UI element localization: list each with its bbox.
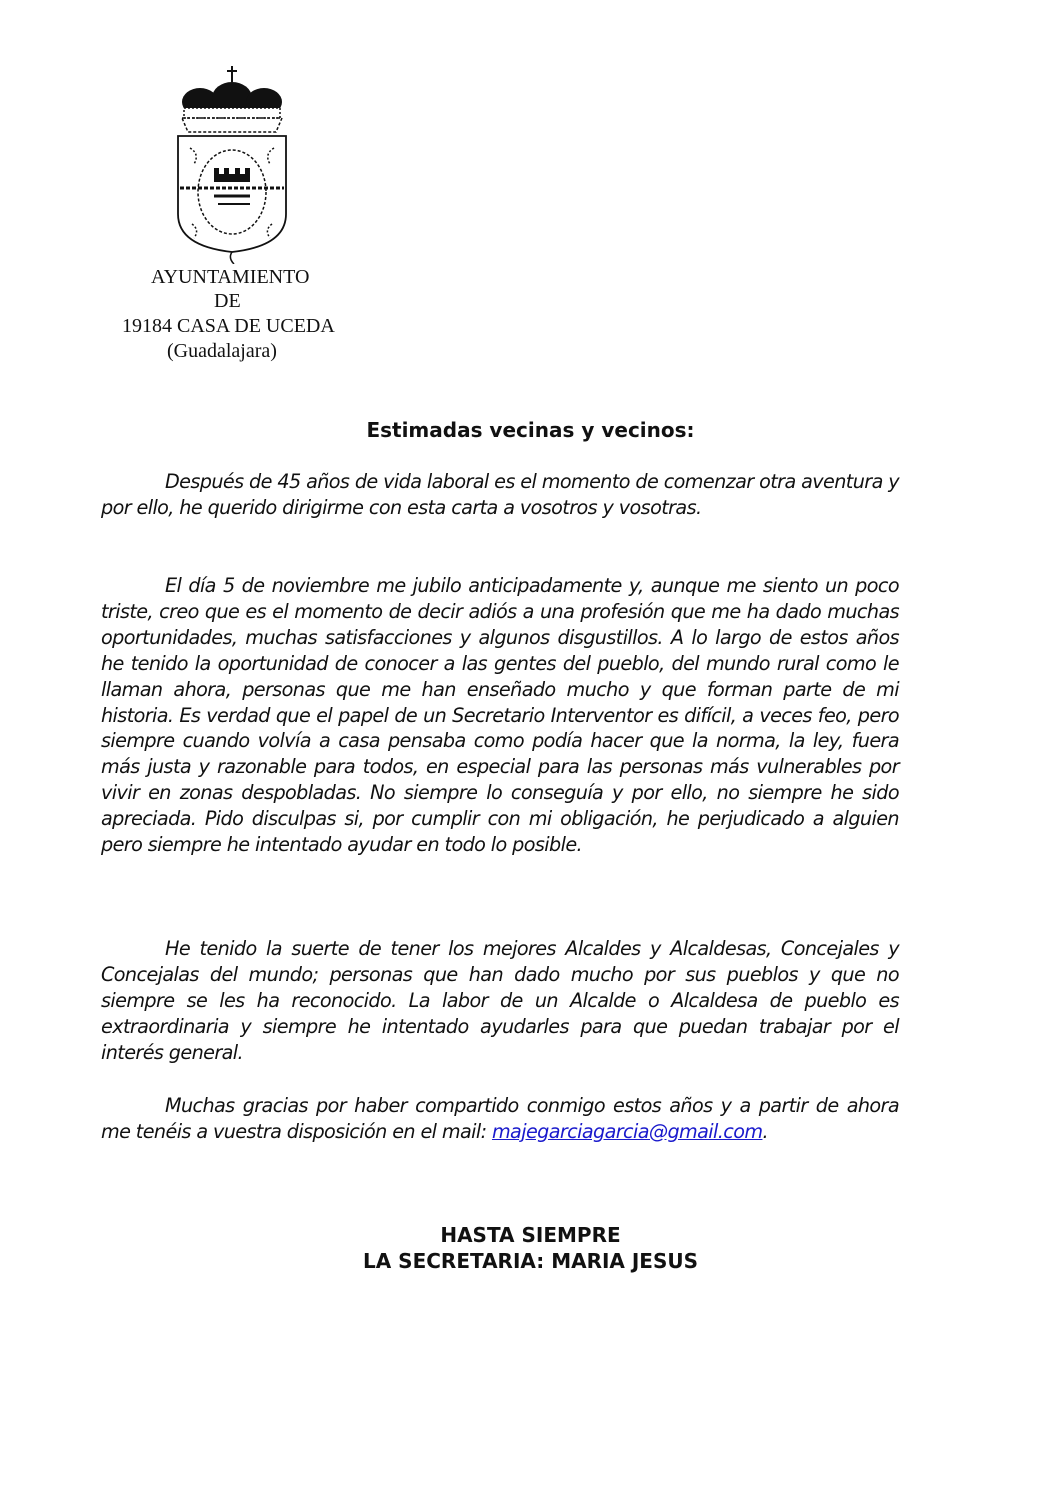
- letterhead-line-ayuntamiento: AYUNTAMIENTO: [151, 266, 310, 288]
- salutation: Estimadas vecinas y vecinos:: [366, 418, 695, 442]
- closing-signature: LA SECRETARIA: MARIA JESUS: [362, 1249, 699, 1273]
- paragraph-4-end: .: [762, 1119, 768, 1143]
- paragraph-1-text: Después de 45 años de vida laboral es el momento de comenzar otra aventura y por ello, he querido dirigirme con esta carta a vosotros y vosotras.: [101, 470, 899, 519]
- closing-farewell: HASTA SIEMPRE: [440, 1223, 621, 1247]
- paragraph-3: [101, 936, 899, 1066]
- letterhead-line-municipality: 19184 CASA DE UCEDA: [122, 315, 335, 337]
- letterhead-line-province: (Guadalajara): [167, 340, 277, 362]
- paragraph-2: [101, 573, 899, 858]
- paragraph-4: [101, 1093, 899, 1145]
- paragraph-2-text: El día 5 de noviembre me jubilo anticipadamente y, aunque me siento un poco triste, creo que es el momento de decir adiós a una profesión que me ha dado muchas oportunidades, muchas satisfacciones y algunos disgustillos. A lo largo de estos años he tenido la oportunidad de conocer a las gentes del pueblo, del mundo rural como le llaman ahora, personas que me han enseñado mucho y que forman parte de mi historia. Es verdad que el papel de un Secretario Interventor es difícil, a veces feo, pero siempre cuando volvía a casa pensaba como podía hacer que la norma, la ley, fuera más justa y razonable para todos, en especial para las personas más vulnerables por vivir en zonas despobladas. No siempre lo conseguía y por ello, no siempre he sido apreciada. Pido disculpas si, por cumplir con mi obligación, he perjudicado a alguien pero siempre he intentado ayudar en todo lo posible.: [101, 574, 899, 857]
- municipal-coat-of-arms-icon: [172, 64, 292, 264]
- paragraph-3-text: He tenido la suerte de tener los mejores Alcaldes y Alcaldesas, Concejales y Concejalas del mundo; personas que han dado mucho por sus pueblos y que no siempre se les ha reconocido. La labor de un Alcalde o Alcaldesa de pueblo es extraordinaria y siempre he intentado ayudarles para que puedan trabajar por el interés general.: [101, 937, 899, 1064]
- paragraph-1: [101, 469, 899, 521]
- letterhead-line-de: DE: [214, 290, 241, 312]
- paragraph-4-text: Muchas gracias por haber compartido conmigo estos años y a partir de ahora me tenéis a vuestra disposición en el mail:: [101, 1094, 899, 1143]
- email-link[interactable]: majegarciagarcia@gmail.com: [491, 1119, 763, 1143]
